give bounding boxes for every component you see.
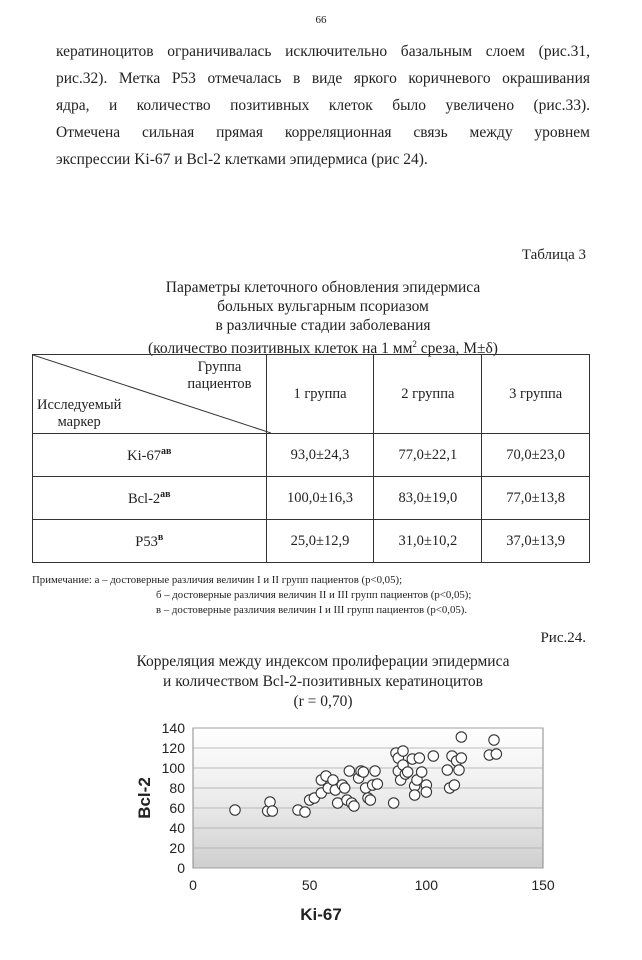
data-point xyxy=(402,767,412,777)
y-tick-label: 100 xyxy=(161,760,185,776)
data-point xyxy=(398,746,408,756)
data-point xyxy=(328,775,338,785)
paragraph-line: экспрессии Ki-67 и Bcl-2 клетками эпидермиса (рис 24). xyxy=(56,151,428,168)
data-point xyxy=(365,795,375,805)
y-tick-label: 80 xyxy=(169,780,185,796)
note-line: Примечание: а – достоверные различия величин I и II групп пациентов (p<0,05); xyxy=(32,574,403,586)
table-caption xyxy=(56,278,590,358)
data-point xyxy=(442,765,452,775)
table-caption-unit: (количество позитивных клеток на 1 $мм^2$ среза, M±δ) xyxy=(148,339,498,358)
note-line: в – достоверные различия величин I и III групп пациентов (p<0,05). xyxy=(156,604,468,616)
table-row xyxy=(33,520,590,563)
table-note xyxy=(32,573,612,618)
x-tick-label: 150 xyxy=(531,877,555,893)
data-point xyxy=(409,790,419,800)
data-point xyxy=(388,798,398,808)
data-point xyxy=(339,783,349,793)
y-tick-label: 120 xyxy=(161,740,185,756)
note-line: б – достоверные различия величин II и III групп пациентов (p<0,05); xyxy=(156,589,472,601)
table-row xyxy=(33,434,590,477)
data-point xyxy=(449,780,459,790)
y-tick-label: 60 xyxy=(169,800,185,816)
table-caption-line: в различные стадии заболевания xyxy=(215,317,431,334)
data-point xyxy=(491,749,501,759)
data-point xyxy=(414,753,424,763)
data-point xyxy=(456,732,466,742)
scatter-chart xyxy=(110,718,570,950)
value-cell: 25,0±12,9 xyxy=(266,520,374,563)
x-axis-label: Ki-67 xyxy=(300,905,342,924)
data-point xyxy=(454,765,464,775)
figure-caption-line: Корреляция между индексом пролиферации эпидермиса xyxy=(136,653,510,670)
data-point xyxy=(267,806,277,816)
x-tick-label: 50 xyxy=(301,877,318,893)
column-header: 3 группа xyxy=(482,355,590,434)
table-corner-cell xyxy=(33,355,267,434)
y-tick-label: 0 xyxy=(177,860,185,876)
table-header-row xyxy=(33,355,590,434)
value-cell: 83,0±19,0 xyxy=(374,477,482,520)
table-caption-line: Параметры клеточного обновления эпидермиса xyxy=(165,279,481,296)
corner-bottom-label: Исследуемый маркер xyxy=(37,397,122,430)
x-tick-label: 100 xyxy=(414,877,439,893)
figure-label: Рис.24. xyxy=(540,630,586,646)
value-cell: 70,0±23,0 xyxy=(482,434,590,477)
data-point xyxy=(358,767,368,777)
y-tick-label: 20 xyxy=(169,840,185,856)
data-point xyxy=(349,801,359,811)
column-header: 2 группа xyxy=(374,355,482,434)
data-point xyxy=(230,805,240,815)
data-point xyxy=(300,807,310,817)
figure-caption xyxy=(56,652,590,712)
data-point xyxy=(416,767,426,777)
table-number: Таблица 3 xyxy=(521,247,586,263)
results-table xyxy=(32,354,590,563)
paragraph-line: кератиноцитов ограничивалась исключительно базальным слоем (рис.31, xyxy=(56,43,590,60)
data-point xyxy=(489,735,499,745)
value-cell: 77,0±13,8 xyxy=(482,477,590,520)
value-cell: 93,0±24,3 xyxy=(266,434,374,477)
value-cell: 100,0±16,3 xyxy=(266,477,374,520)
figure-caption-line: и количеством Bcl-2-позитивных кератиноцитов xyxy=(163,673,483,690)
marker-cell: $Ki-67^{ав}$ xyxy=(33,434,267,477)
data-point xyxy=(456,753,466,763)
data-point xyxy=(372,779,382,789)
y-tick-label: 40 xyxy=(169,820,185,836)
data-point xyxy=(344,766,354,776)
page-number: 66 xyxy=(315,14,327,26)
paragraph-line: ядра, и количество позитивных клеток было увеличено (рис.33). xyxy=(56,97,590,114)
paragraph-line: Отмечена сильная прямая корреляционная связь между уровнем xyxy=(56,124,590,141)
paragraph-line: рис.32). Метка Р53 отмечалась в виде яркого коричневого окрашивания xyxy=(56,70,590,87)
corner-top-label: Группа пациентов xyxy=(187,359,252,392)
column-header: 1 группа xyxy=(266,355,374,434)
table-row xyxy=(33,477,590,520)
data-point xyxy=(428,751,438,761)
value-cell: 77,0±22,1 xyxy=(374,434,482,477)
value-cell: 31,0±10,2 xyxy=(374,520,482,563)
x-tick-label: 0 xyxy=(189,877,197,893)
data-point xyxy=(370,766,380,776)
body-paragraph xyxy=(56,38,590,173)
y-tick-label: 140 xyxy=(161,720,185,736)
value-cell: 37,0±13,9 xyxy=(482,520,590,563)
marker-cell: $P53^в$ xyxy=(33,520,267,563)
y-axis-label: Bcl-2 xyxy=(135,777,154,819)
figure-caption-line: (r = 0,70) xyxy=(293,693,353,710)
table-caption-line: больных вульгарным псориазом xyxy=(217,298,429,315)
data-point xyxy=(421,787,431,797)
marker-cell: Bcl-$2^{ав}$ xyxy=(33,477,267,520)
